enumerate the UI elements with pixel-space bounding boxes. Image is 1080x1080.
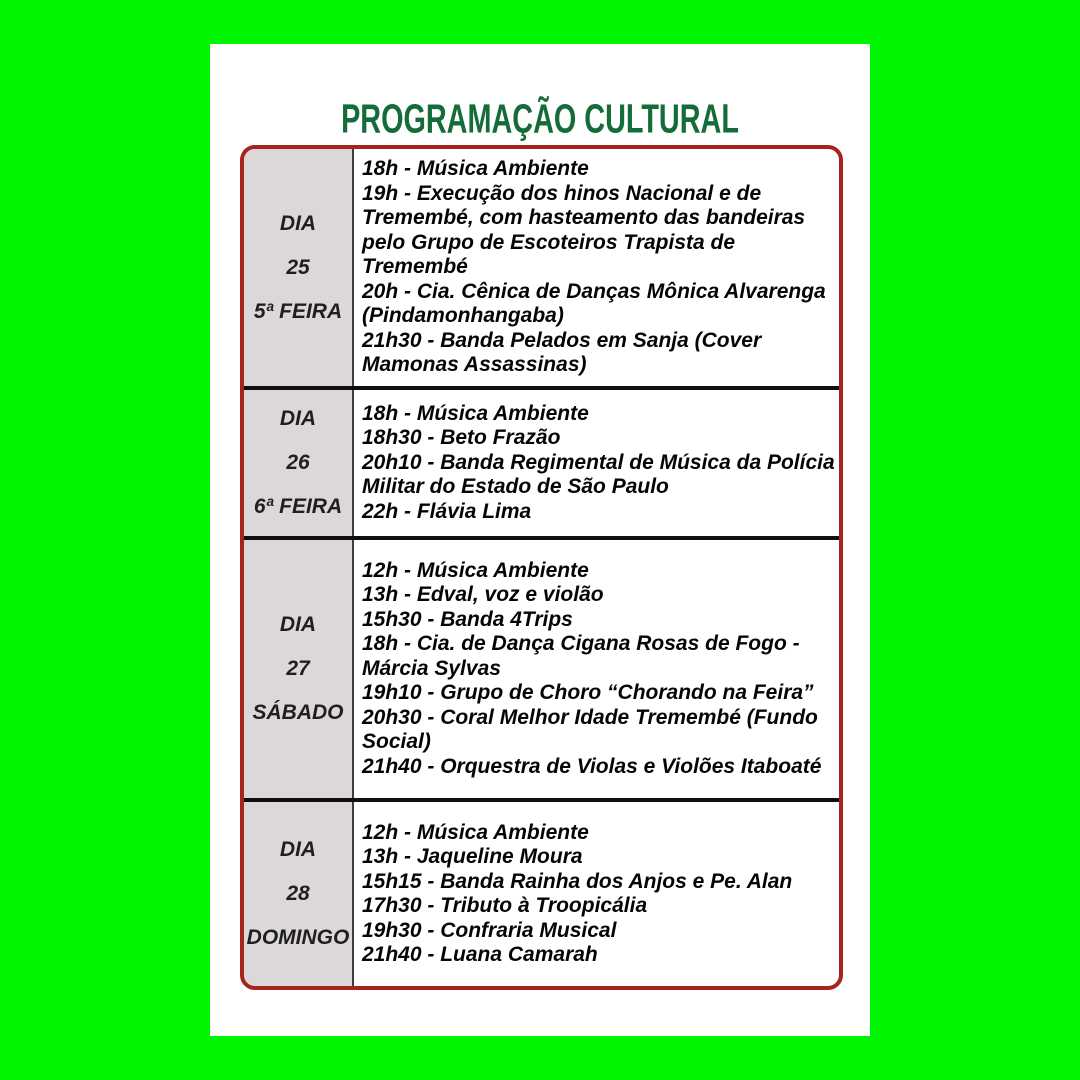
event-item: 21h30 - Banda Pelados em Sanja (Cover Mamonas Assassinas) xyxy=(362,328,762,377)
day-label: DIA xyxy=(279,838,317,861)
events-cell xyxy=(354,149,839,386)
event-item: 15h15 - Banda Rainha dos Anjos e Pe. Alan xyxy=(362,869,793,893)
day-cell xyxy=(244,540,354,798)
event-item: 19h - Execução dos hinos Nacional e de Tremembé, com hasteamento das bandeiras pelo Grupo de Escoteiros Trapista de Tremembé xyxy=(362,181,806,279)
event-item: 18h - Cia. de Dança Cigana Rosas de Fogo - Márcia Sylvas xyxy=(362,632,800,680)
event-item: 20h30 - Coral Melhor Idade Tremembé (Fundo Social) xyxy=(362,705,818,754)
event-item: 21h40 - Luana Camarah xyxy=(362,943,598,966)
event-item: 18h - Música Ambiente xyxy=(362,157,589,181)
page-title: PROGRAMAÇÃO CULTURAL xyxy=(341,96,739,142)
schedule-table xyxy=(240,145,843,990)
event-item: 15h30 - Banda 4Trips xyxy=(362,607,573,631)
day-cell xyxy=(244,149,354,386)
event-item: 18h - Música Ambiente xyxy=(362,401,589,425)
event-item: 20h - Cia. Cênica de Danças Mônica Alvarenga (Pindamonhangaba) xyxy=(362,279,826,328)
weekday-label: SÁBADO xyxy=(252,701,344,724)
event-item: 17h30 - Tributo à Troopicália xyxy=(362,894,648,917)
day-number: 26 xyxy=(286,451,310,474)
day-label: DIA xyxy=(279,613,317,636)
table-row-dia-28 xyxy=(244,798,839,986)
event-item: 13h - Edval, voz e violão xyxy=(362,583,604,607)
weekday-label: 6ª FEIRA xyxy=(253,495,343,518)
day-number: 25 xyxy=(286,255,310,279)
event-item: 22h - Flávia Lima xyxy=(362,499,532,523)
table-row-dia-25 xyxy=(244,149,839,386)
events-cell xyxy=(354,802,839,986)
event-item: 13h - Jaqueline Moura xyxy=(362,845,583,868)
events-cell xyxy=(354,540,839,798)
day-label: DIA xyxy=(279,407,317,430)
event-item: 19h10 - Grupo de Choro “Chorando na Feira” xyxy=(362,681,814,705)
event-item: 19h30 - Confraria Musical xyxy=(362,918,617,942)
weekday-label: DOMINGO xyxy=(246,926,350,949)
day-cell xyxy=(244,390,354,536)
event-item: 12h - Música Ambiente xyxy=(362,558,589,582)
event-item: 20h10 - Banda Regimental de Música da Polícia Militar do Estado de São Paulo xyxy=(362,450,835,499)
day-label: DIA xyxy=(279,211,317,235)
poster-page xyxy=(210,44,870,1036)
day-number: 27 xyxy=(286,657,310,680)
day-number: 28 xyxy=(286,882,310,905)
event-item: 18h30 - Beto Frazão xyxy=(362,426,561,450)
event-item: 12h - Música Ambiente xyxy=(362,820,589,844)
weekday-label: 5ª FEIRA xyxy=(253,299,343,323)
events-cell xyxy=(354,390,839,536)
table-row-dia-27 xyxy=(244,536,839,798)
day-cell xyxy=(244,802,354,986)
event-item: 21h40 - Orquestra de Violas e Violões Itaboaté xyxy=(362,754,822,778)
table-row-dia-26 xyxy=(244,386,839,536)
